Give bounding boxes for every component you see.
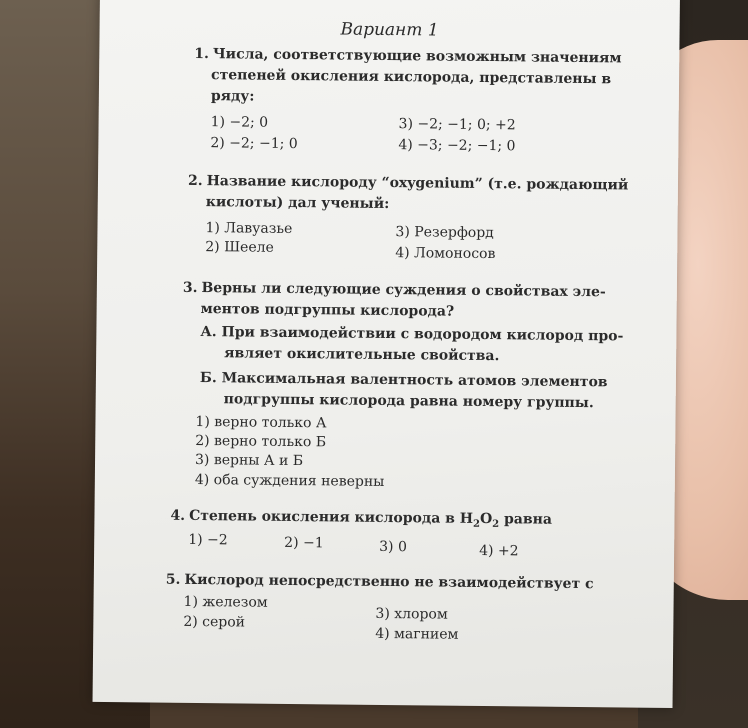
q4-option-4: 4) +2 xyxy=(479,542,519,560)
question-text: Верны ли следующие суждения о свойствах эле- xyxy=(201,280,606,301)
q3-option-4: 4) оба суждения неверны xyxy=(194,471,385,490)
q4-option-3: 3) 0 xyxy=(379,538,407,556)
paper-sheet xyxy=(93,0,680,708)
question-3-line-2: ментов подгруппы кислорода? xyxy=(200,301,455,320)
q5-option-4: 4) магнием xyxy=(375,625,459,643)
q3-option-2: 2) верно только Б xyxy=(195,432,327,451)
q1-option-2: 2) −2; −1; 0 xyxy=(210,135,298,153)
statement-a-line-2: являет окислительные свойства. xyxy=(224,345,500,365)
q4-option-2: 2) −1 xyxy=(284,534,324,552)
q3-option-1: 1) верно только А xyxy=(195,413,327,432)
q4-option-1: 1) −2 xyxy=(188,531,228,549)
q5-option-2: 2) серой xyxy=(183,613,246,631)
question-number: 2. xyxy=(187,172,203,190)
statement-b-line-2: подгруппы кислорода равна номеру группы. xyxy=(223,391,594,412)
q5-option-1: 1) железом xyxy=(183,593,268,611)
question-number: 5. xyxy=(165,571,181,588)
question-5 xyxy=(166,570,594,595)
question-text: Степень окисления кислорода в H xyxy=(189,507,474,527)
question-1-line-2: степеней окисления кислорода, представлены в xyxy=(211,67,612,88)
q2-option-1: 1) Лавуазье xyxy=(205,220,293,237)
subscript: 2 xyxy=(472,518,481,530)
q5-option-3: 3) хлором xyxy=(375,605,448,623)
q1-option-3: 3) −2; −1; 0; +2 xyxy=(398,116,516,134)
subscript: 2 xyxy=(492,518,500,530)
question-text-end: равна xyxy=(499,511,553,528)
question-number: 3. xyxy=(182,279,198,297)
question-number: 4. xyxy=(170,507,186,524)
question-number: 1. xyxy=(194,45,210,63)
q1-option-4: 4) −3; −2; −1; 0 xyxy=(398,137,516,155)
question-1-line-3: ряду: xyxy=(210,88,255,105)
q2-option-2: 2) Шееле xyxy=(205,239,274,256)
question-text: Числа, соответствующие возможным значениям xyxy=(212,46,622,67)
q2-option-4: 4) Ломоносов xyxy=(395,245,496,263)
question-text: Название кислороду “oxygenium” (т.е. рождающий xyxy=(206,173,629,194)
statement-a-line-1: А. При взаимодействии с водородом кислород про- xyxy=(200,324,624,345)
question-2-line-2: кислоты) дал ученый: xyxy=(205,194,390,213)
question-text: Кислород непосредственно не взаимодействует с xyxy=(184,571,594,593)
formula-part: O xyxy=(479,510,493,528)
q1-option-1: 1) −2; 0 xyxy=(210,114,269,131)
q3-option-3: 3) верны А и Б xyxy=(194,451,304,470)
variant-title: Вариант 1 xyxy=(340,19,439,41)
q2-option-3: 3) Резерфорд xyxy=(395,224,494,242)
statement-b-line-1: Б. Максимальная валентность атомов элементов xyxy=(199,370,608,391)
